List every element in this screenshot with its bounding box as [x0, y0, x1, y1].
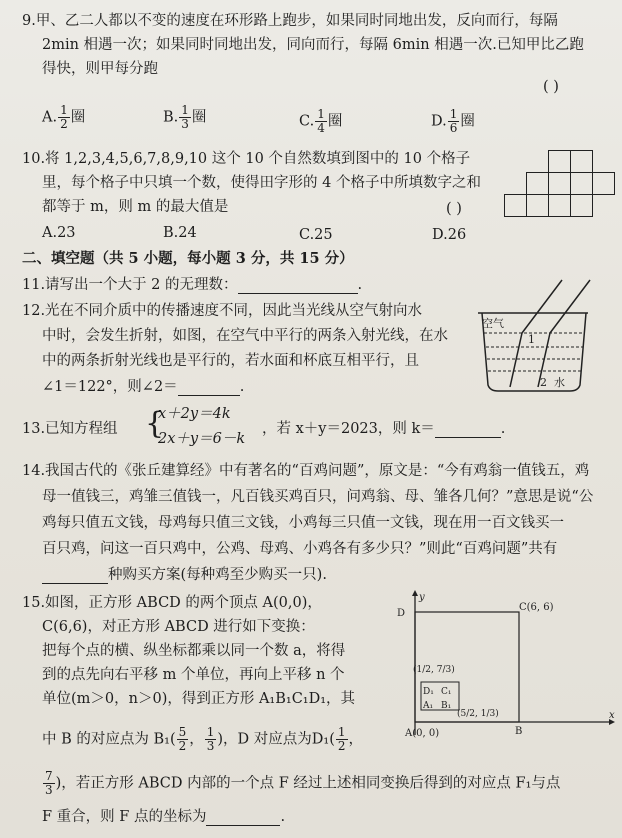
q15-coordinate-figure — [383, 590, 617, 746]
q12-line2: 中时，会发生折射，如图，在空气中平行的两条入射光线，在水 — [42, 328, 448, 344]
q10-answer-bracket: ( ) — [446, 201, 462, 217]
axis-y-label: y — [419, 592, 425, 603]
q13-eq1: x＋2y＝4k — [158, 406, 231, 422]
point-d-label: D — [397, 608, 406, 619]
q9-option-d: D. $\frac{1}{6}$ 圈 — [431, 107, 475, 135]
point-b1-coord: (5/2, 1/3) — [457, 709, 499, 719]
q9-option-b: B. $\frac{1}{3}$ 圈 — [163, 103, 207, 131]
beaker-label-2: 2 — [540, 376, 547, 389]
q14-line2: 母一值钱三，鸡雏三值钱一，凡百钱买鸡百只，问鸡翁、母、雏各几何？”意思是说“公 — [42, 489, 594, 505]
beaker-label-water: 水 — [554, 376, 565, 389]
q15-line3: 把每个点的横、纵坐标都乘以同一个数 a，将得 — [42, 643, 346, 659]
q13-prefix: 13.已知方程组 — [22, 421, 118, 437]
q15-line8: F 重合，则 F 点的坐标为 . — [42, 809, 286, 825]
q10-line1: 10.将 1,2,3,4,5,6,7,8,9,10 这个 10 个自然数填到图中的 10 个格子 — [22, 151, 471, 167]
section-title: 二、填空题（共 5 小题，每小题 3 分，共 15 分） — [22, 250, 354, 267]
q12-beaker-figure — [470, 275, 612, 400]
q13-eq2: 2x＋y＝6－k — [158, 431, 246, 447]
q9-line2: 2min 相遇一次；如果同时同地出发，同向而行，每隔 6min 相遇一次.已知甲比乙跑 — [42, 37, 584, 53]
q9-option-a: A. $\frac{1}{2}$ 圈 — [42, 103, 86, 131]
q15-line5: 单位(m＞0，n＞0)，得到正方形 A₁B₁C₁D₁，其 — [42, 691, 356, 707]
point-d1-coord: (1/2, 7/3) — [413, 665, 455, 675]
q10-option-a: A.23 — [42, 225, 76, 241]
point-b-label: B — [515, 726, 523, 737]
q9-answer-bracket: ( ) — [543, 79, 559, 95]
q15-line4: 到的点先向右平移 m 个单位，再向上平移 n 个 — [42, 667, 345, 683]
q15-line7: $\frac{7}{3}$ )，若正方形 ABCD 内部的一个点 F 经过上述相同变换后得到的对应点 F₁与点 — [45, 769, 561, 797]
q14-line4: 百只鸡，问这一百只鸡中，公鸡、母鸡、小鸡各有多少只？”则此“百鸡问题”共有 — [42, 541, 558, 557]
point-a-label: A(0, 0) — [405, 728, 440, 739]
q10-grid-figure — [504, 150, 614, 228]
q10-option-b: B.24 — [163, 225, 197, 241]
beaker-label-air: 空气 — [482, 317, 504, 330]
q14-line3: 鸡每只值五文钱，母鸡每只值三文钱，小鸡每三只值一文钱，现在用一百文钱买一 — [42, 515, 564, 531]
q15-line2: C(6,6)，对正方形 ABCD 进行如下变换： — [42, 619, 315, 635]
q10-option-c: C.25 — [299, 227, 333, 243]
q15-line6: 中 B 的对应点为 B₁( $\frac{5}{2}$ ， $\frac{1}{3}$ )，D 对应点为D₁( $\frac{1}{2}$ ， — [42, 725, 364, 753]
q12-line4: ∠1＝122°，则∠2＝ . — [42, 379, 245, 395]
q12-line1: 12.光在不同介质中的传播速度不同，因此当光线从空气射向水 — [22, 303, 423, 319]
point-c1-label: C₁ — [441, 687, 452, 697]
q9-line1: 9.甲、乙二人都以不变的速度在环形路上跑步，如果同时同地出发，反向而行，每隔 — [22, 13, 558, 29]
q13-suffix: ，若 x＋y＝2023，则 k＝ . — [262, 421, 506, 437]
q10-line2: 里，每个格子中只填一个数，使得田字形的 4 个格子中所填数字之和 — [42, 175, 481, 191]
q14-line5: 种购买方案(每种鸡至少购买一只). — [42, 566, 327, 584]
q9-line3: 得快，则甲每分跑 — [42, 61, 158, 77]
q11-text: 11.请写出一个大于 2 的无理数： . — [22, 277, 363, 293]
beaker-label-1: 1 — [528, 333, 535, 346]
point-c-label: C(6, 6) — [519, 602, 554, 613]
axis-x-label: x — [609, 710, 615, 721]
q14-line1: 14.我国古代的《张丘建算经》中有著名的“百鸡问题”，原文是：“今有鸡翁一值钱五，鸡 — [22, 463, 590, 479]
q9-option-c: C. $\frac{1}{4}$ 圈 — [299, 107, 343, 135]
point-b1-label: B₁ — [441, 701, 452, 711]
q12-line3: 中的两条折射光线也是平行的，若水面和杯底互相平行，且 — [42, 353, 419, 369]
q15-line1: 15.如图，正方形 ABCD 的两个顶点 A(0,0)， — [22, 595, 322, 611]
point-a1-label: A₁ — [423, 701, 434, 711]
q10-line3: 都等于 m，则 m 的最大值是 — [42, 199, 229, 215]
q10-option-d: D.26 — [432, 227, 467, 243]
point-d1-label: D₁ — [423, 687, 434, 697]
q13-brace: { — [145, 406, 165, 441]
